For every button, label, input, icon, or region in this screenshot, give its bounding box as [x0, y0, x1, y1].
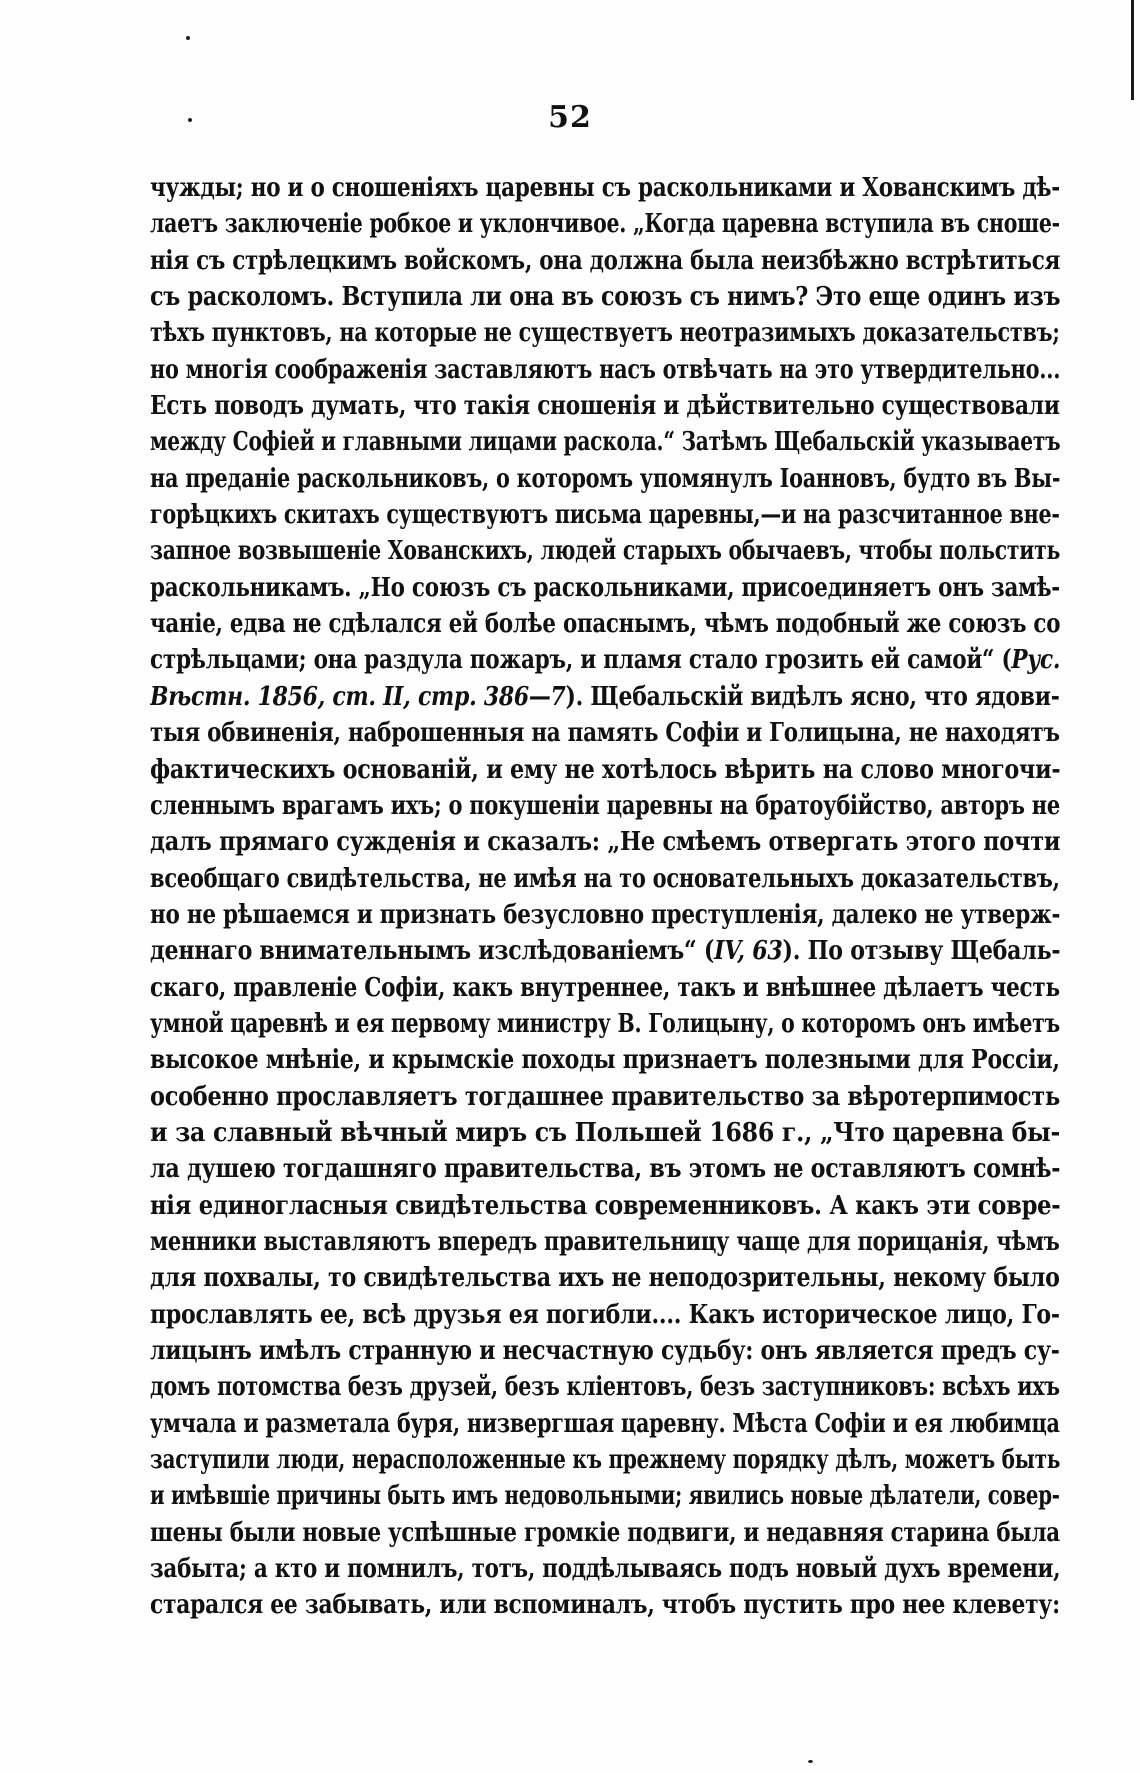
scan-speck: [186, 36, 190, 40]
text-line: [150, 788, 1060, 824]
text-line: [150, 279, 1060, 315]
italic-citation: IV, 63: [714, 936, 783, 967]
text-line: [150, 1587, 1060, 1623]
text-line: [150, 570, 1060, 606]
text-segment: особенно прославляетъ тогдашнее правительство за вѣротерпимость: [150, 1081, 1060, 1112]
text-segment: и за славный вѣчный миръ съ Польшей 1686 г., „Что царевна бы-: [150, 1117, 1060, 1148]
page-edge-shadow: [1131, 0, 1134, 100]
main-text: [150, 170, 1060, 1624]
text-segment: умчала и разметала буря, низвергшая царевну. Мѣста Софіи и ея любимца: [150, 1408, 1060, 1439]
text-segment: старался ее забывать, или вспоминалъ, чтобъ пустить про нее клевету:: [150, 1590, 1060, 1621]
text-segment: ). По отзыву Щебаль-: [782, 936, 1060, 967]
text-line: [150, 824, 1060, 860]
scan-speck: [808, 1760, 813, 1763]
text-line: [150, 715, 1060, 751]
text-segment: между Софіей и главными лицами раскола.“ Затѣмъ Щебальскій указываетъ: [150, 427, 1060, 458]
text-line: [150, 170, 1060, 206]
text-line: [150, 679, 1060, 715]
text-segment: нія съ стрѣлецкимъ войскомъ, она должна была неизбѣжно встрѣтиться: [150, 245, 1060, 276]
text-segment: фактическихъ основаній, и ему не хотѣлось вѣрить на слово многочи-: [150, 754, 1060, 785]
text-segment: стрѣльцами; она раздула пожаръ, и пламя стало грозить ей самой“ (: [150, 645, 1012, 676]
text-line: [150, 206, 1060, 242]
text-segment: тѣхъ пунктовъ, на которые не существуетъ неотразимыхъ доказательствъ;: [150, 318, 1060, 349]
text-segment: чужды; но и о сношеніяхъ царевны съ раскольниками и Хованскимъ дѣ-: [150, 173, 1060, 203]
text-segment: нія единогласныя свидѣтельства современниковъ. А какъ эти совре-: [150, 1190, 1060, 1221]
text-segment: сленнымъ врагамъ ихъ; о покушеніи царевны на братоубійство, авторъ не: [150, 790, 1060, 821]
text-line: [150, 1115, 1060, 1151]
text-segment: но не рѣшаемся и признать безусловно преступленія, далеко не утверж-: [150, 899, 1060, 930]
text-line: [150, 1515, 1060, 1551]
page-number: 52: [548, 100, 592, 135]
text-segment: менники выставляютъ впередъ правительницу чаще для порицанія, чѣмъ: [150, 1226, 1060, 1257]
text-segment: высокое мнѣніе, и крымскіе походы признаетъ полезными для Россіи,: [150, 1045, 1060, 1076]
text-segment: домъ потомства безъ друзей, безъ кліентовъ, безъ заступниковъ: всѣхъ ихъ: [150, 1372, 1060, 1403]
text-segment: для похвалы, то свидѣтельства ихъ не неподозрительны, некому было: [150, 1263, 1060, 1294]
text-line: [150, 1260, 1060, 1296]
text-line: [150, 388, 1060, 424]
text-segment: и имѣвшіе причины быть имъ недовольными; явились новые дѣлатели, совер-: [150, 1481, 1060, 1512]
text-segment: лаетъ заключеніе робкое и уклончивое. „Когда царевна вступила въ сноше-: [150, 209, 1060, 240]
text-segment: тыя обвиненія, наброшенныя на память Софіи и Голицына, не находятъ: [150, 718, 1060, 749]
text-segment: раскольникамъ. „Но союзъ съ раскольниками, присоединяетъ онъ замѣ-: [150, 572, 1060, 603]
text-segment: съ расколомъ. Вступила ли она въ союзъ съ нимъ? Это еще одинъ изъ: [150, 282, 1060, 313]
text-line: [150, 1006, 1060, 1042]
text-segment: всеобщаго свидѣтельства, не имѣя на то основательныхъ доказательствъ,: [150, 863, 1060, 894]
text-segment: ). Щебальскій видѣлъ ясно, что ядови-: [565, 681, 1060, 712]
text-segment: горѣцкихъ скитахъ существуютъ письма царевны,—и на разсчитанное вне-: [150, 500, 1060, 531]
text-segment: прославлять ее, всѣ друзья ея погибли.... Какъ историческое лицо, Го-: [150, 1299, 1060, 1330]
text-line: [150, 1151, 1060, 1187]
text-segment: умной царевнѣ и ея первому министру В. Голицыну, о которомъ онъ имѣетъ: [150, 1008, 1060, 1039]
text-line: [150, 1079, 1060, 1115]
text-line: [150, 752, 1060, 788]
text-line: [150, 1478, 1060, 1514]
text-line: [150, 1042, 1060, 1078]
text-segment: чаніе, едва не сдѣлался ей болѣе опаснымъ, чѣмъ подобный же союзъ со: [150, 609, 1060, 640]
text-line: [150, 1406, 1060, 1442]
text-line: [150, 1551, 1060, 1587]
text-segment: но многія соображенія заставляютъ насъ отвѣчать на это утвердительно...: [150, 354, 1060, 385]
text-line: [150, 497, 1060, 533]
text-segment: ла душею тогдашняго правительства, въ этомъ не оставляютъ сомнѣ-: [150, 1154, 1060, 1185]
text-line: [150, 533, 1060, 569]
text-line: [150, 1369, 1060, 1405]
text-segment: запное возвышеніе Хованскихъ, людей старыхъ обычаевъ, чтобы польстить: [150, 536, 1060, 567]
italic-citation: Рус.: [1011, 645, 1060, 676]
text-segment: забыта; а кто и помнилъ, тотъ, поддѣлываясь подъ новый духъ времени,: [150, 1554, 1060, 1585]
text-line: [150, 1333, 1060, 1369]
text-segment: на преданіе раскольниковъ, о которомъ упомянулъ Іоанновъ, будто въ Вы-: [150, 463, 1060, 494]
text-segment: лицынъ имѣлъ странную и несчастную судьбу: онъ является предъ су-: [150, 1336, 1060, 1366]
text-line: [150, 933, 1060, 969]
text-line: [150, 1297, 1060, 1333]
text-segment: далъ прямаго сужденія и сказалъ: „Не смѣемъ отвергать этого почти: [150, 827, 1060, 858]
text-line: [150, 606, 1060, 642]
text-line: [150, 897, 1060, 933]
text-line: [150, 861, 1060, 897]
text-segment: скаго, правленіе Софіи, какъ внутреннее, такъ и внѣшнее дѣлаетъ честь: [150, 972, 1060, 1003]
text-line: [150, 970, 1060, 1006]
text-line: [150, 1442, 1060, 1478]
text-line: [150, 315, 1060, 351]
text-line: [150, 642, 1060, 678]
text-segment: заступили люди, нерасположенные къ прежнему порядку дѣлъ, можетъ быть: [150, 1445, 1060, 1476]
text-line: [150, 1224, 1060, 1260]
text-line: [150, 243, 1060, 279]
text-segment: деннаго внимательнымъ изслѣдованіемъ“ (: [150, 936, 715, 967]
text-segment: Есть поводъ думать, что такія сношенія и дѣйствительно существовали: [150, 391, 1060, 422]
text-line: [150, 424, 1060, 460]
text-line: [150, 461, 1060, 497]
text-segment: шены были новые успѣшные громкіе подвиги, и недавняя старина была: [150, 1517, 1060, 1548]
text-line: [150, 1188, 1060, 1224]
text-line: [150, 352, 1060, 388]
italic-citation: Вѣстн. 1856, ст. II, стр. 386—7: [150, 681, 566, 712]
